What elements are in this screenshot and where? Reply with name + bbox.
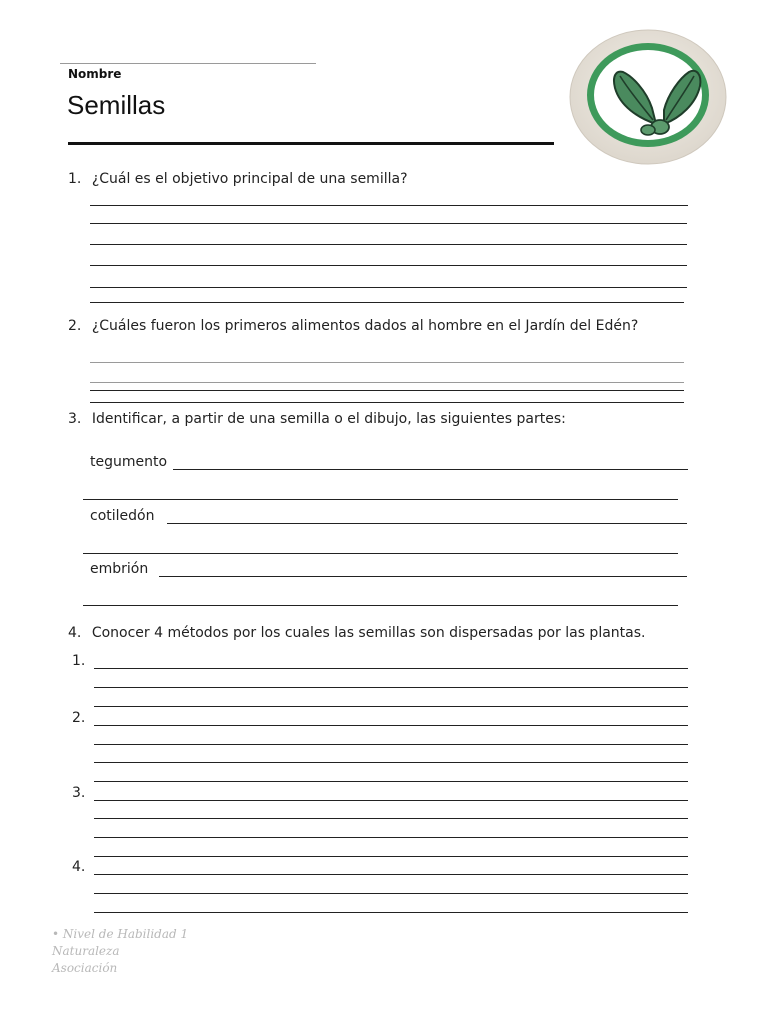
answer-line[interactable] — [90, 390, 684, 391]
footer-organization: Asociación — [52, 961, 118, 975]
question-1-text: ¿Cuál es el objetivo principal de una semilla? — [91, 171, 408, 187]
answer-line[interactable] — [94, 856, 688, 857]
method-4-number: 4. — [72, 859, 86, 875]
method-2-line[interactable] — [94, 725, 688, 726]
answer-line[interactable] — [83, 553, 678, 554]
answer-line[interactable] — [94, 912, 688, 913]
method-3-line[interactable] — [94, 800, 688, 801]
answer-line[interactable] — [90, 402, 684, 403]
tegumento-answer-line[interactable] — [173, 469, 688, 470]
cotiledon-answer-line[interactable] — [167, 523, 687, 524]
question-2-number: 2. — [68, 318, 82, 334]
question-4 — [68, 625, 645, 641]
method-1-line[interactable] — [94, 668, 688, 669]
answer-line[interactable] — [90, 223, 687, 224]
title-rule — [68, 142, 554, 145]
question-3 — [68, 411, 566, 427]
answer-line[interactable] — [90, 244, 687, 245]
method-2-number: 2. — [72, 710, 86, 726]
part-label-embrion: embrión — [90, 561, 149, 577]
answer-line[interactable] — [94, 762, 688, 763]
embrion-answer-line[interactable] — [159, 576, 687, 577]
answer-line[interactable] — [94, 706, 688, 707]
question-2 — [68, 318, 638, 334]
name-line — [60, 63, 316, 64]
method-4-line[interactable] — [94, 874, 688, 875]
question-2-text: ¿Cuáles fueron los primeros alimentos dados al hombre en el Jardín del Edén? — [91, 318, 639, 334]
question-4-number: 4. — [68, 625, 82, 641]
name-label: Nombre — [68, 67, 122, 81]
answer-line[interactable] — [94, 744, 688, 745]
answer-line[interactable] — [94, 837, 688, 838]
answer-line[interactable] — [83, 605, 678, 606]
footer — [52, 926, 188, 977]
question-3-number: 3. — [68, 411, 82, 427]
part-label-cotiledon: cotiledón — [90, 508, 155, 524]
answer-line[interactable] — [90, 382, 684, 383]
question-4-text: Conocer 4 métodos por los cuales las semillas son dispersadas por las plantas. — [91, 625, 646, 641]
answer-line[interactable] — [90, 302, 684, 303]
answer-line[interactable] — [94, 687, 688, 688]
answer-line[interactable] — [90, 287, 687, 288]
answer-line[interactable] — [90, 205, 688, 206]
answer-line[interactable] — [83, 499, 678, 500]
question-1 — [68, 171, 408, 187]
method-3-number: 3. — [72, 785, 86, 801]
method-1-number: 1. — [72, 653, 86, 669]
answer-line[interactable] — [94, 781, 688, 782]
seeds-badge-icon — [568, 28, 728, 166]
answer-line[interactable] — [90, 265, 687, 266]
footer-level: • Nivel de Habilidad 1 — [52, 927, 189, 941]
answer-line[interactable] — [90, 362, 684, 363]
page-title: Semillas — [67, 90, 166, 120]
footer-category: Naturaleza — [52, 944, 120, 958]
answer-line[interactable] — [94, 818, 688, 819]
question-3-text: Identificar, a partir de una semilla o el dibujo, las siguientes partes: — [91, 411, 566, 427]
question-1-number: 1. — [68, 171, 82, 187]
answer-line[interactable] — [94, 893, 688, 894]
part-label-tegumento: tegumento — [90, 454, 168, 470]
